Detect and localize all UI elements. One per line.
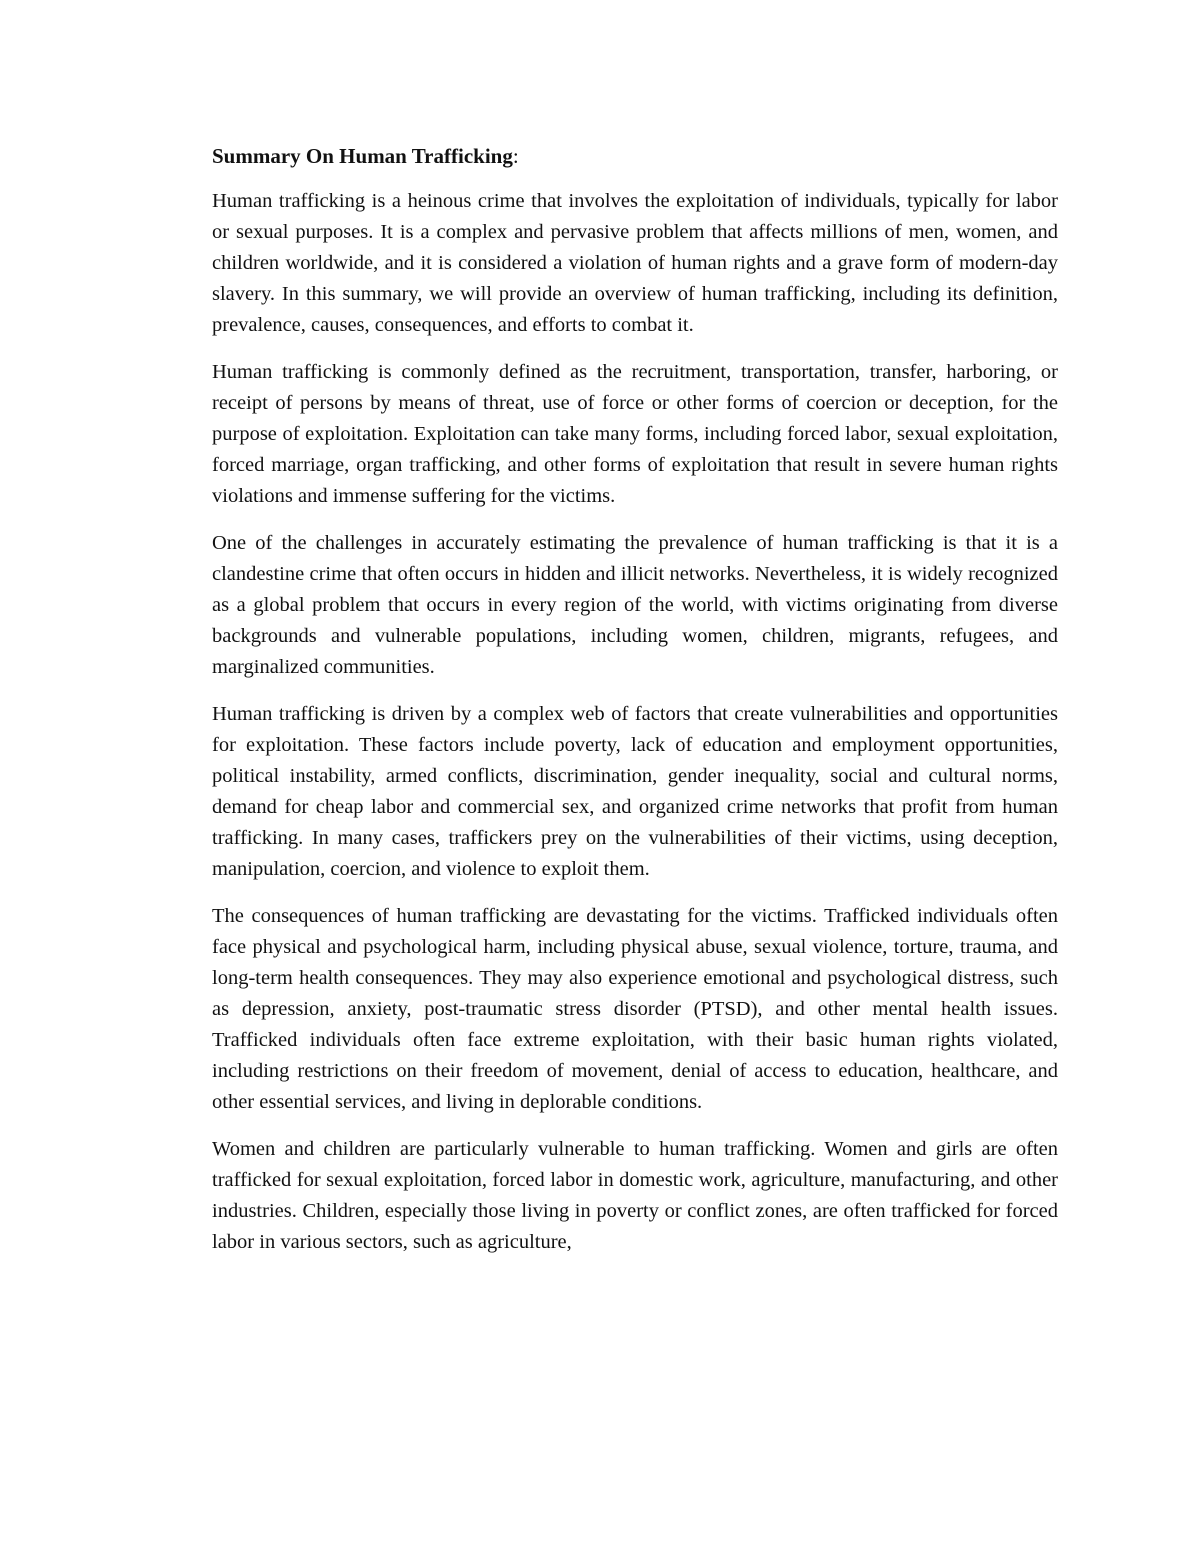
paragraph-prevalence: One of the challenges in accurately estimating the prevalence of human trafficking is that it is a clandestine crime that often occurs in hidden and illicit networks. Nevertheless, it is widely recognized as a global problem that occurs in every region of the world, with victims originating from diverse backgrounds and vulnerable populations, including women, children, migrants, refugees, and marginalized communities. — [212, 532, 1058, 678]
title-colon: : — [512, 144, 519, 168]
paragraph-definition: Human trafficking is commonly defined as the recruitment, transportation, transfer, harboring, or receipt of persons by means of threat, use of force or other forms of coercion or deception, for the purpose of exploitation. Exploitation can take many forms, including forced labor, sexual exploitation, forced marriage, organ trafficking, and other forms of exploitation that result in severe human rights violations and immense suffering for the victims. — [212, 361, 1058, 507]
document-page — [212, 141, 1058, 1274]
paragraph-intro: Human trafficking is a heinous crime that involves the exploitation of individuals, typically for labor or sexual purposes. It is a complex and pervasive problem that affects millions of men, women, and children worldwide, and it is considered a violation of human rights and a grave form of modern-day slavery. In this summary, we will provide an overview of human trafficking, including its definition, prevalence, causes, consequences, and efforts to combat it. — [212, 190, 1058, 336]
paragraph-consequences: The consequences of human trafficking are devastating for the victims. Trafficked individuals often face physical and psychological harm, including physical abuse, sexual violence, torture, trauma, and long-term health consequences. They may also experience emotional and psychological distress, such as depression, anxiety, post-traumatic stress disorder (PTSD), and other mental health issues. Trafficked individuals often face extreme exploitation, with their basic human rights violated, including restrictions on their freedom of movement, denial of access to education, healthcare, and other essential services, and living in deplorable conditions. — [212, 905, 1058, 1113]
paragraph-women-children: Women and children are particularly vulnerable to human trafficking. Women and girls are often trafficked for sexual exploitation, forced labor in domestic work, agriculture, manufacturing, and other industries. Children, especially those living in poverty or conflict zones, are often trafficked for forced labor in various sectors, such as agriculture, — [212, 1138, 1058, 1253]
document-title — [212, 141, 1058, 172]
paragraph-causes: Human trafficking is driven by a complex web of factors that create vulnerabilities and opportunities for exploitation. These factors include poverty, lack of education and employment opportunities, political instability, armed conflicts, discrimination, gender inequality, social and cultural norms, demand for cheap labor and commercial sex, and organized crime networks that profit from human trafficking. In many cases, traffickers prey on the vulnerabilities of their victims, using deception, manipulation, coercion, and violence to exploit them. — [212, 703, 1058, 880]
title-text: Summary On Human Trafficking — [212, 144, 513, 168]
